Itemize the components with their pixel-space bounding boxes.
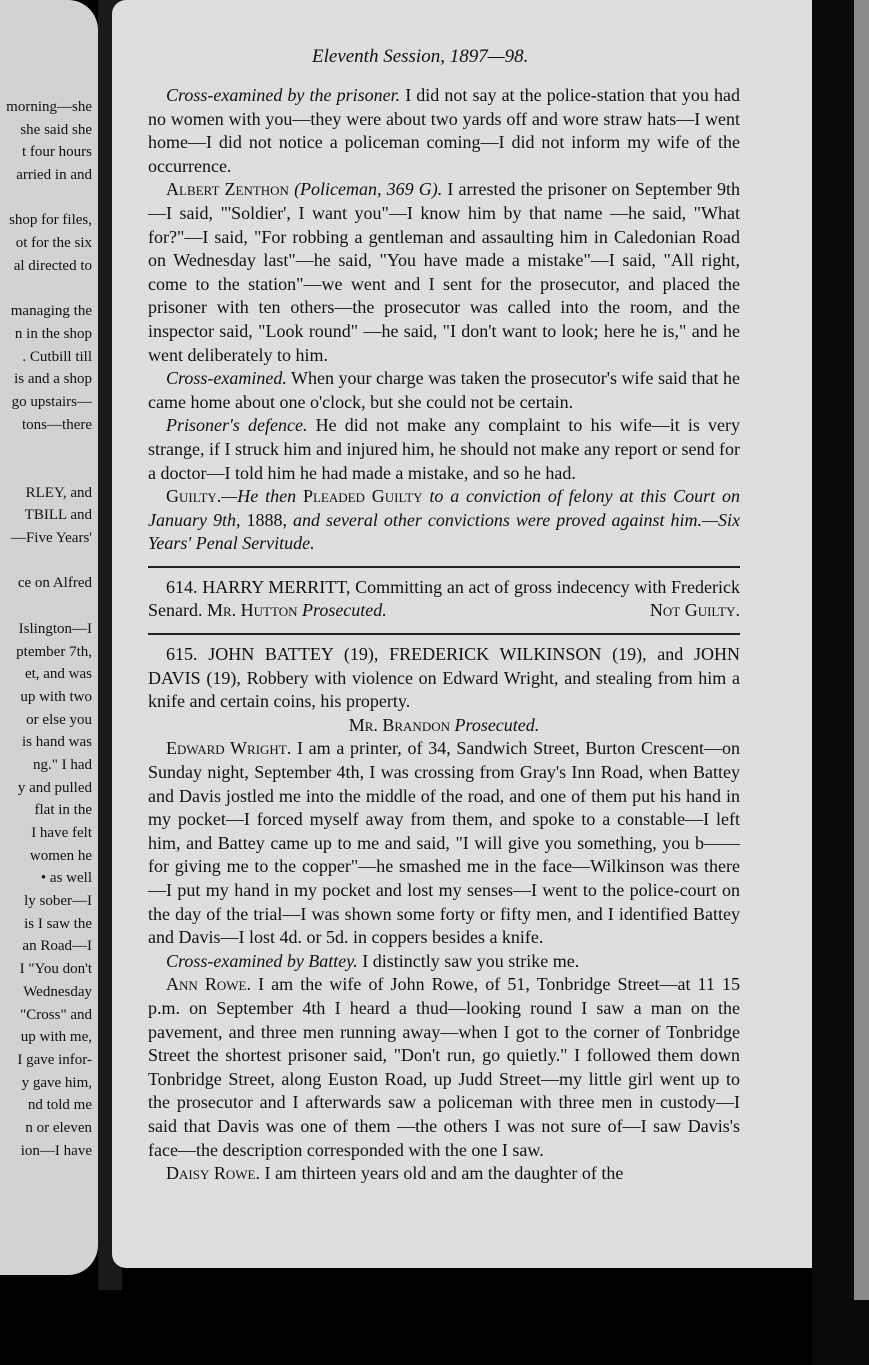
left-page-line xyxy=(0,595,92,618)
left-page-line: up with two xyxy=(20,688,92,705)
page-content xyxy=(148,84,740,1186)
left-page-line: RLEY, and xyxy=(25,484,92,501)
left-page-line: is hand was xyxy=(22,734,92,751)
cross-examined-by-battey-paragraph: Cross-examined by Battey. I distinctly saw you strike me. xyxy=(166,950,580,971)
running-title: Eleventh Session, 1897—98. xyxy=(312,46,529,67)
cross-examination-paragraph: Cross-examined by the prisoner. I did not say at the police-station that you had no women with you—they were about two yards off and wore straw hats—I went home—I did not notice a policeman coming—I did not inform my wife of the occurrence. xyxy=(148,85,740,176)
left-page-line: is and a shop xyxy=(14,371,92,388)
left-page-line: ptember 7th, xyxy=(16,643,92,660)
left-page-line: • as well xyxy=(40,870,92,887)
left-page-line: y and pulled xyxy=(17,779,92,796)
left-page-line: "Cross" and xyxy=(20,1006,92,1023)
witness-wright-paragraph: Edward Wright. I am a printer, of 34, Sandwich Street, Burton Crescent—on Sunday night, September 4th, I was crossing from Gray's Inn Road, when Battey and Davis jostled me into the middle of the road, and one of them put his hand in my pocket—I forced myself away from them, and spoke to a constable—I left him, and Battey came up to me and said, "I will give you something, you b—— for giving me to the copper"—he smashed me in the face—Wilkinson was there—I put my hand in my pocket and lost my senses—I went to the police-court on the day of the trial—I was shown some forty or fifty men, and I identified Battey and Davis—I lost 4d. or 5d. in coppers besides a knife. xyxy=(148,738,740,948)
left-page-line: TBILL and xyxy=(24,507,92,524)
left-page-line xyxy=(0,187,92,210)
left-page-line: nd told me xyxy=(27,1097,92,1114)
left-page-line: —Five Years' xyxy=(10,530,92,547)
left-page-line: go upstairs— xyxy=(11,393,92,410)
prisoner-defence-paragraph: Prisoner's defence. He did not make any complaint to his wife—it is very strange, if I struck him and injured him, he should not make any report or send for a doctor—I told him he had made a mistake, and so he had. xyxy=(148,415,740,483)
left-page-line: morning—she xyxy=(6,99,92,115)
left-page-line: et, and was xyxy=(24,666,92,683)
left-page-line xyxy=(0,278,92,301)
witness-daisy-rowe-paragraph: Daisy Rowe. I am thirteen years old and am the daughter of the xyxy=(166,1163,624,1184)
right-page-edge xyxy=(812,0,869,1365)
left-page-line: managing the xyxy=(10,303,92,320)
left-page-line xyxy=(0,459,92,482)
left-page-line: she said she xyxy=(20,121,92,138)
left-page-line: up with me, xyxy=(20,1029,92,1046)
left-page-line: arried in and xyxy=(16,167,92,184)
left-page-line: n or eleven xyxy=(25,1119,92,1136)
left-page-line: al directed to xyxy=(13,257,92,274)
left-page-line: t four hours xyxy=(22,144,92,161)
left-page-line xyxy=(0,436,92,459)
left-page-line: is I saw the xyxy=(24,915,92,932)
left-page-line: n in the shop xyxy=(14,325,92,342)
case-614-heading: 614. HARRY MERRITT, Committing an act of gross indecency with Frederick Senard. Mr. Hutton Prosecuted. Not Guilty. xyxy=(148,576,740,623)
left-page-line: I "You don't xyxy=(19,961,92,978)
left-page-line xyxy=(0,550,92,573)
left-page-line: women he xyxy=(29,847,92,864)
book-page xyxy=(112,0,812,1268)
left-page-line: shop for files, xyxy=(9,212,92,229)
case-615-prosecutor: Mr. Brandon Prosecuted. xyxy=(348,714,540,735)
left-page-line: y gave him, xyxy=(21,1074,92,1091)
left-page-line: ng." I had xyxy=(32,756,92,773)
left-page-line: ly sober—I xyxy=(24,893,92,910)
left-page-line: or else you xyxy=(26,711,92,728)
left-page-line: ce on Alfred xyxy=(17,575,92,592)
left-page-line: ion—I have xyxy=(20,1142,92,1159)
left-page-line: I gave infor- xyxy=(17,1051,92,1068)
verdict-paragraph: Guilty.—He then Pleaded Guilty to a conviction of felony at this Court on January 9th, 1888, and several other convictions were proved against him.—Six Years' Penal Servitude. xyxy=(148,486,740,554)
left-page-line: an Road—I xyxy=(22,938,92,955)
left-page-line: ot for the six xyxy=(15,235,92,252)
left-page-line: I have felt xyxy=(31,825,92,841)
left-facing-page xyxy=(0,0,98,1275)
witness-zenthon-paragraph: Albert Zenthon (Policeman, 369 G). I arrested the prisoner on September 9th—I said, "'Soldier', I want you"—I know him by that name —he said, "What for?"—I said, "For robbing a gentleman and assaulting him in Caledonian Road on Wednesday last"—he said, "You have made a mistake"—I said, "All right, come to the station"—we went and I sent for the prosecutor, and placed the prisoner with ten others—the prosecutor was called into the room, and the inspector said, "Look round" —he said, "I don't want to look; here he is," and he went deliberately to him. xyxy=(148,179,741,365)
witness-ann-rowe-paragraph: Ann Rowe. I am the wife of John Rowe, of 51, Tonbridge Street—at 11 15 p.m. on September 4th I heard a thud—looking round I saw a man on the pavement, and three men running away—when I got to the corner of Tonbridge Street the shortest prisoner said, "Don't run, go quietly." I followed them down Tonbridge Street, along Euston Road, up Judd Street—my little girl went up to the prosecutor and I afterwards saw a policeman with three men in custody—I said that Davis was one of them —the others I was not sure of—I saw Davis's face—the description corresponded with the one I saw. xyxy=(148,974,740,1160)
left-page-line: Islington—I xyxy=(18,620,92,637)
left-page-line: Wednesday xyxy=(23,983,92,1000)
left-page-line: . Cutbill till xyxy=(22,348,92,365)
left-page-text xyxy=(0,96,92,1162)
page-header xyxy=(312,42,852,76)
section-divider xyxy=(148,566,740,568)
left-page-line: flat in the xyxy=(34,802,92,819)
section-divider xyxy=(148,633,740,635)
cross-examined-paragraph: Cross-examined. When your charge was taken the prosecutor's wife said that he came home about one o'clock, but she could not be certain. xyxy=(148,368,740,412)
case-614-verdict: Not Guilty. xyxy=(649,600,740,621)
left-page-line: tons—there xyxy=(22,416,92,433)
case-615-heading: 615. JOHN BATTEY (19), FREDERICK WILKINSON (19), and JOHN DAVIS (19), Robbery with violence on Edward Wright, and stealing from him a knife and certain coins, his property. xyxy=(148,644,741,712)
